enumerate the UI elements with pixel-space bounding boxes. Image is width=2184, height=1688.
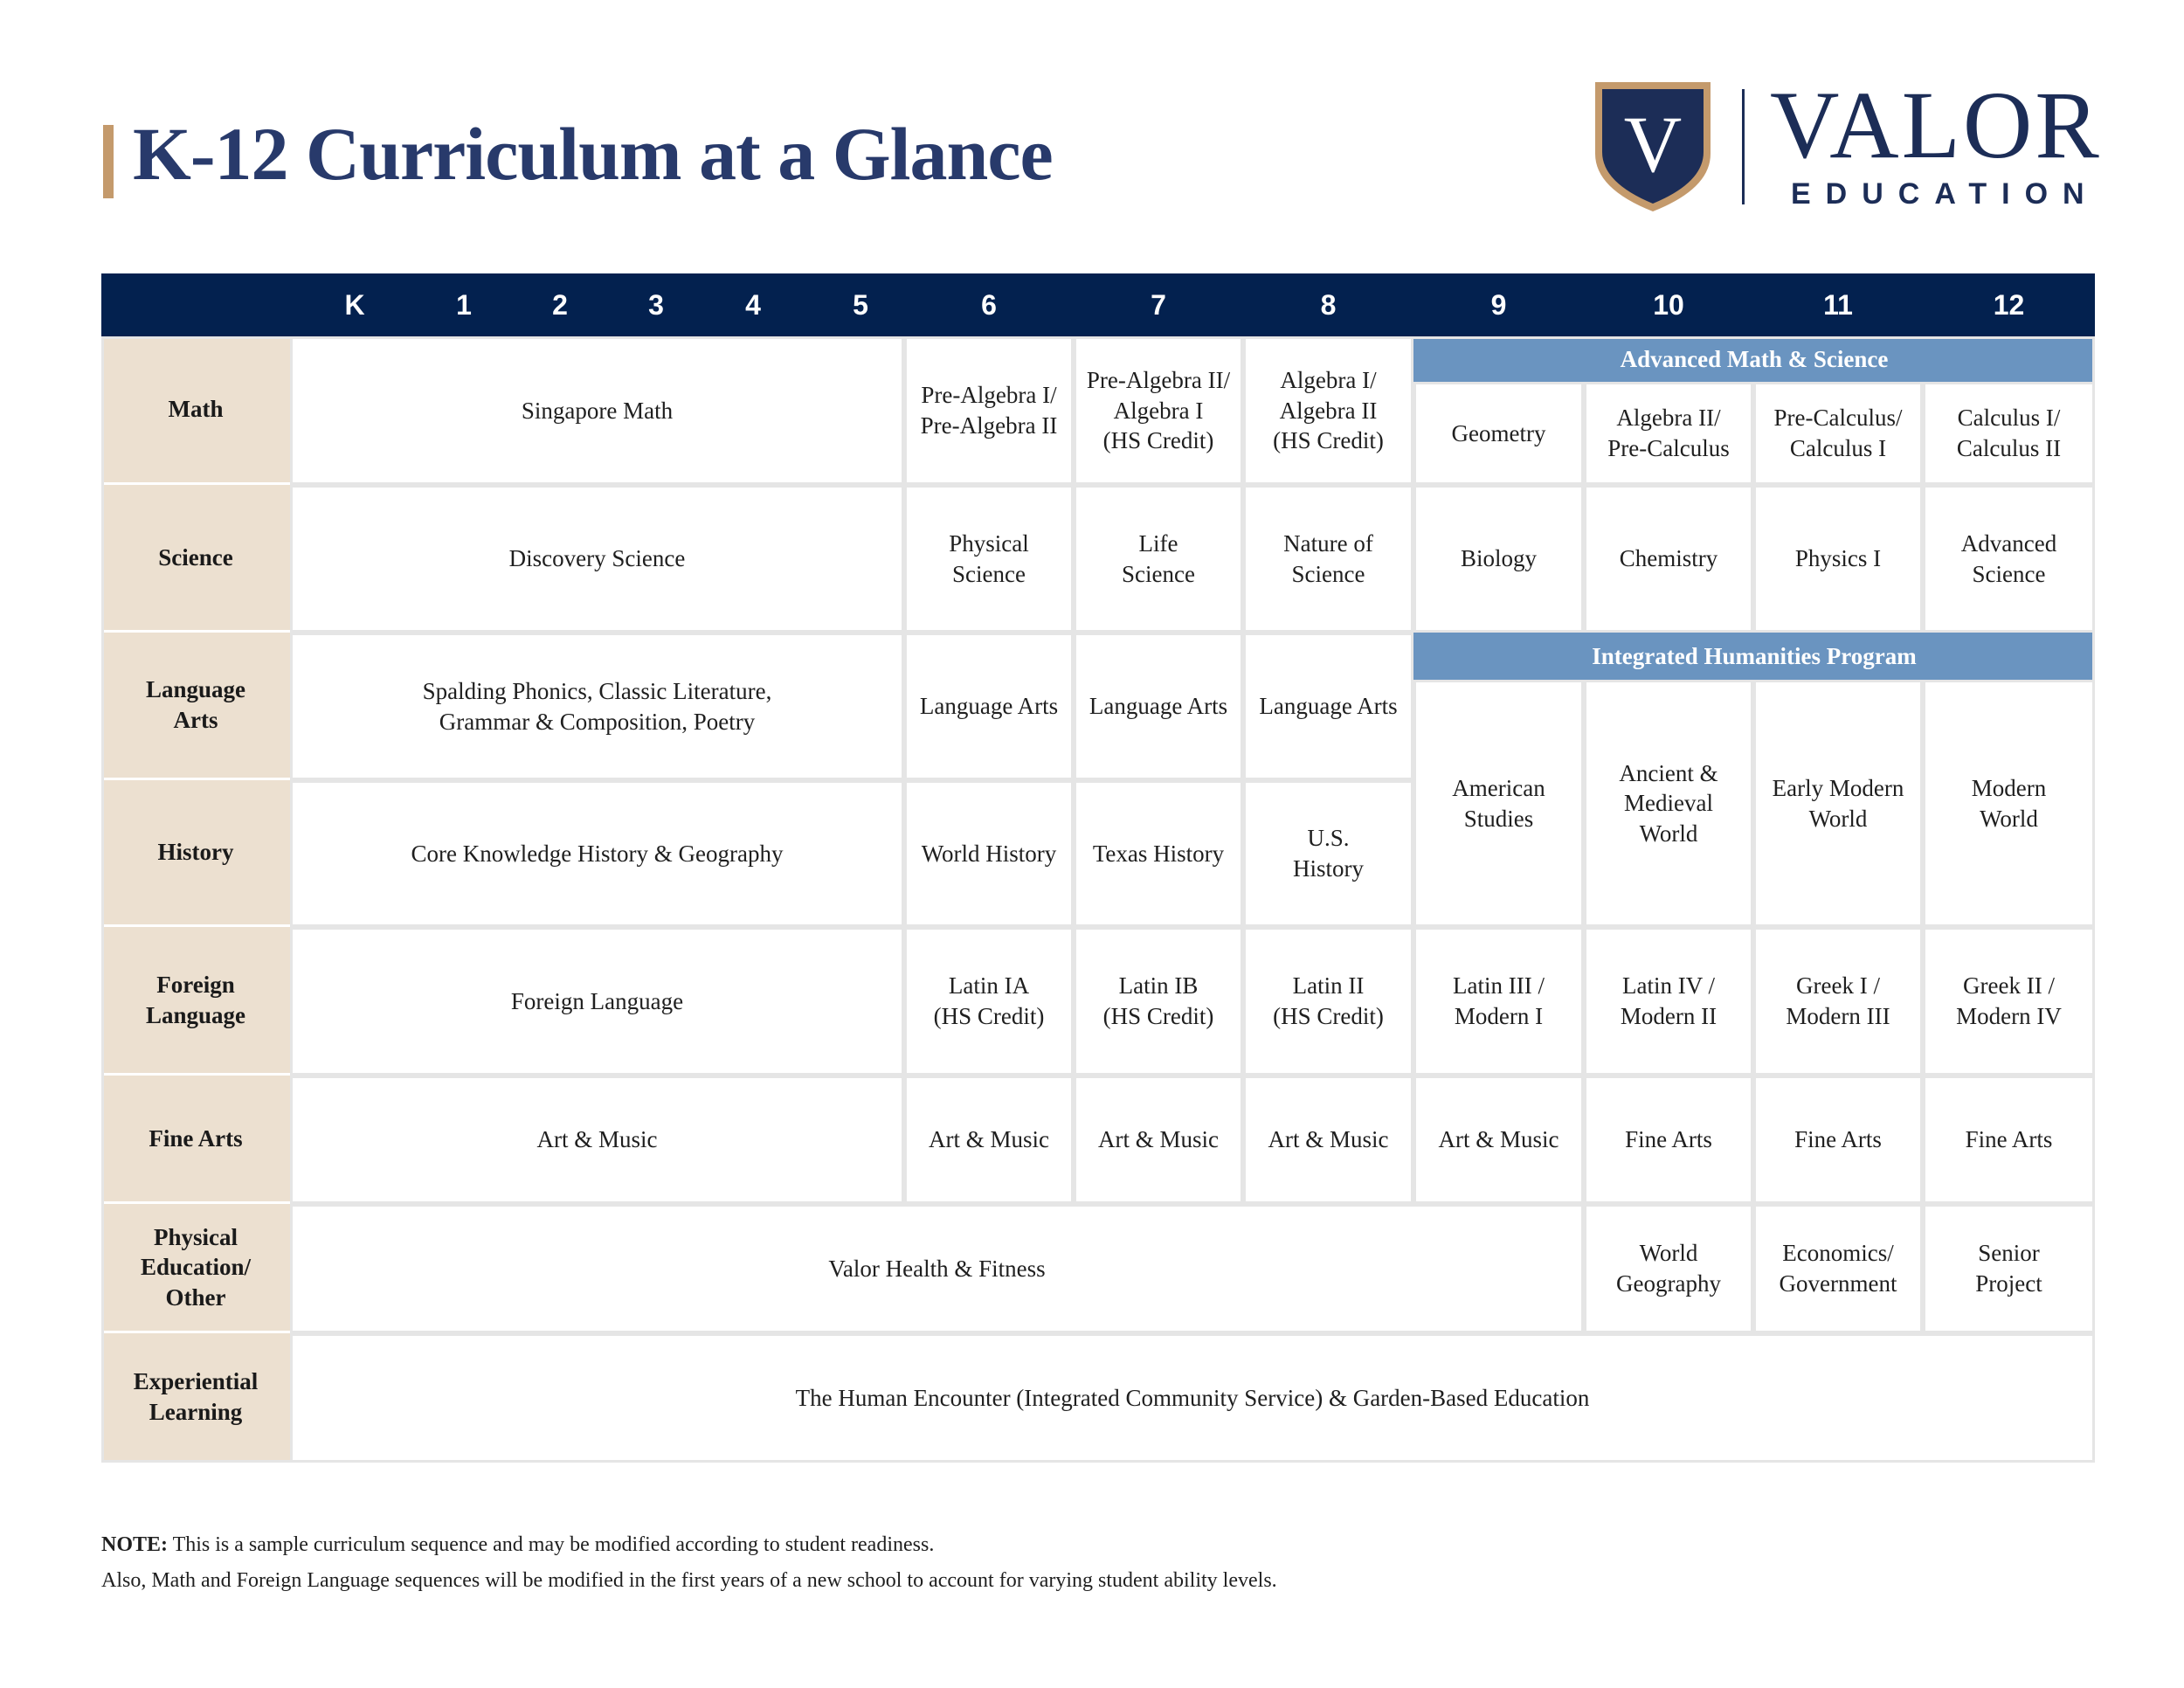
humanities-g9-cell: American Studies [1413,680,1584,927]
row-label-language-arts: Language Arts [101,633,290,780]
row-label-fine-arts: Fine Arts [101,1076,290,1204]
history-k5-cell: Core Knowledge History & Geography [290,780,904,927]
language-arts-k5-cell: Spalding Phonics, Classic Literature, Grammar & Composition, Poetry [290,633,904,780]
science-g11-cell: Physics I [1753,485,1923,633]
logo-letter: V [1623,100,1683,189]
foreign-language-g9-cell: Latin III / Modern I [1413,927,1584,1076]
logo-divider [1742,89,1745,204]
language-arts-g6-cell: Language Arts [904,633,1074,780]
shield-logo-icon [1592,77,1714,215]
curriculum-note [101,1527,1277,1599]
grade-header-2: 2 [552,288,568,321]
foreign-language-g10-cell: Latin IV / Modern II [1584,927,1753,1076]
grade-header-9: 9 [1490,288,1507,321]
fine-arts-g11-cell: Fine Arts [1753,1076,1923,1204]
science-g12-cell: Advanced Science [1923,485,2095,633]
fine-arts-g9-cell: Art & Music [1413,1076,1584,1204]
foreign-language-g8-cell: Latin II (HS Credit) [1243,927,1413,1076]
note-line-2: Also, Math and Foreign Language sequences will be modified in the first years of a new school to account for varying student ability levels. [101,1568,1277,1592]
math-g7-cell: Pre-Algebra II/ Algebra I (HS Credit) [1074,336,1243,485]
physical-education-g10-cell: World Geography [1584,1204,1753,1333]
logo-subtitle: EDUCATION [1791,177,2099,211]
grade-header-1: 1 [456,288,472,321]
history-g8-cell: U.S. History [1243,780,1413,927]
note-label: NOTE: [101,1533,169,1556]
science-g6-cell: Physical Science [904,485,1074,633]
foreign-language-k5-cell: Foreign Language [290,927,904,1076]
humanities-g11-cell: Early Modern World [1753,680,1923,927]
experiential-learning-cell: The Human Encounter (Integrated Community Service) & Garden-Based Education [290,1333,2095,1463]
math-g9-cell: Geometry [1413,382,1584,485]
science-g7-cell: Life Science [1074,485,1243,633]
grade-header-8: 8 [1320,288,1337,321]
valor-education-logo [1592,72,2102,217]
grade-header-k: K [344,288,365,321]
language-arts-g7-cell: Language Arts [1074,633,1243,780]
fine-arts-g10-cell: Fine Arts [1584,1076,1753,1204]
grade-header-6: 6 [981,288,997,321]
title-accent-bar [103,125,114,198]
grade-header-10: 10 [1653,288,1684,321]
grade-header-11: 11 [1823,288,1853,321]
grade-header-3: 3 [648,288,664,321]
curriculum-table [101,273,2095,1463]
fine-arts-g6-cell: Art & Music [904,1076,1074,1204]
fine-arts-g12-cell: Fine Arts [1923,1076,2095,1204]
physical-education-k9-cell: Valor Health & Fitness [290,1204,1584,1333]
grade-header-7: 7 [1151,288,1166,321]
physical-education-g11-cell: Economics/ Government [1753,1204,1923,1333]
language-arts-g8-cell: Language Arts [1243,633,1413,780]
history-g6-cell: World History [904,780,1074,927]
fine-arts-g8-cell: Art & Music [1243,1076,1413,1204]
foreign-language-g6-cell: Latin IA (HS Credit) [904,927,1074,1076]
row-label-math: Math [101,336,290,485]
page-title: K-12 Curriculum at a Glance [133,112,1053,196]
math-k5-cell: Singapore Math [290,336,904,485]
math-g10-cell: Algebra II/ Pre-Calculus [1584,382,1753,485]
row-label-history: History [101,780,290,927]
history-g7-cell: Texas History [1074,780,1243,927]
logo-name: VALOR [1770,72,2102,178]
grade-header-4: 4 [745,288,761,321]
row-label-foreign-language: Foreign Language [101,927,290,1076]
note-text-1: This is a sample curriculum sequence and may be modified according to student readiness. [172,1533,935,1556]
row-label-science: Science [101,485,290,633]
math-g11-cell: Pre-Calculus/ Calculus I [1753,382,1923,485]
foreign-language-g11-cell: Greek I / Modern III [1753,927,1923,1076]
advanced-math-science-band: Advanced Math & Science [1413,336,2095,382]
fine-arts-k5-cell: Art & Music [290,1076,904,1204]
science-g8-cell: Nature of Science [1243,485,1413,633]
grade-header-12: 12 [1993,288,2025,321]
science-g10-cell: Chemistry [1584,485,1753,633]
note-line-1 [101,1527,1277,1563]
integrated-humanities-band: Integrated Humanities Program [1413,633,2095,680]
humanities-g12-cell: Modern World [1923,680,2095,927]
math-g6-cell: Pre-Algebra I/ Pre-Algebra II [904,336,1074,485]
row-label-physical-education: Physical Education/ Other [101,1204,290,1333]
grade-header-5: 5 [853,288,868,321]
math-g8-cell: Algebra I/ Algebra II (HS Credit) [1243,336,1413,485]
science-g9-cell: Biology [1413,485,1584,633]
science-k5-cell: Discovery Science [290,485,904,633]
physical-education-g12-cell: Senior Project [1923,1204,2095,1333]
humanities-g10-cell: Ancient & Medieval World [1584,680,1753,927]
row-label-experiential-learning: Experiential Learning [101,1333,290,1463]
math-g12-cell: Calculus I/ Calculus II [1923,382,2095,485]
fine-arts-g7-cell: Art & Music [1074,1076,1243,1204]
foreign-language-g12-cell: Greek II / Modern IV [1923,927,2095,1076]
foreign-language-g7-cell: Latin IB (HS Credit) [1074,927,1243,1076]
